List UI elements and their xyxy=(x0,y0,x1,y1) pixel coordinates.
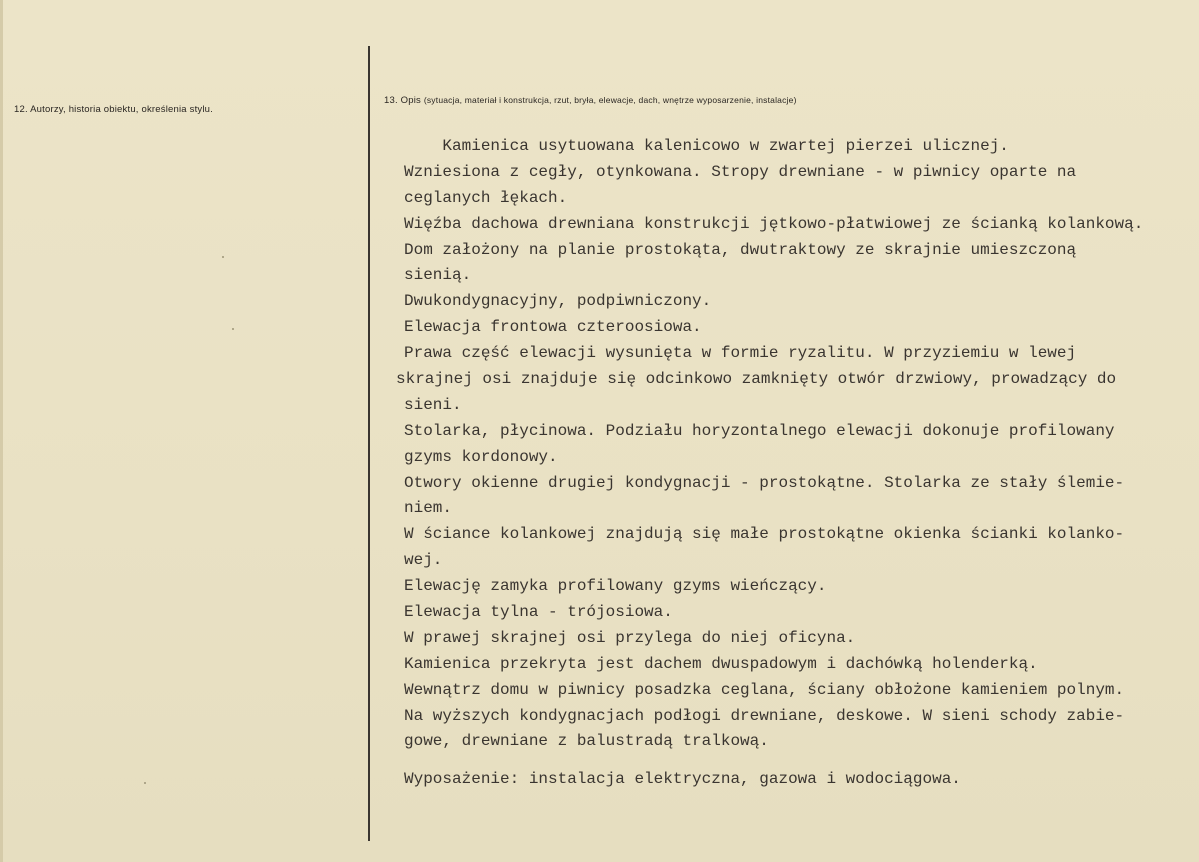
sheet-edge xyxy=(0,0,3,862)
description-line: W ściance kolankowej znajdują się małe prostokątne okienka ścianki kolanko- xyxy=(404,525,1125,544)
description-line: Wzniesiona z cegły, otynkowana. Stropy drewniane - w piwnicy oparte na xyxy=(404,162,1077,181)
description-line: sienią. xyxy=(404,266,472,285)
description-line: gzyms kordonowy. xyxy=(404,447,558,466)
description-body xyxy=(378,134,1188,793)
description-line: Elewacja tylna - trójosiowa. xyxy=(404,603,673,622)
description-line: Dom założony na planie prostokąta, dwutraktowy ze skrajnie umieszczoną xyxy=(404,240,1077,259)
description-line: skrajnej osi znajduje się odcinkowo zamknięty otwór drzwiowy, prowadzący do xyxy=(396,370,1117,389)
section-13-heading xyxy=(384,95,797,106)
description-line: niem. xyxy=(404,499,453,518)
description-line: Kamienica usytuowana kalenicowo w zwartej pierzei ulicznej. xyxy=(404,137,1009,155)
description-line: sieni. xyxy=(404,395,462,414)
section-12-label: 12. Autorzy, historia obiektu, określenia stylu. xyxy=(14,104,213,115)
description-line: Na wyższych kondygnacjach podłogi drewniane, deskowe. W sieni schody zabie- xyxy=(404,706,1125,725)
description-line: Wewnątrz domu w piwnicy posadzka ceglana, ściany obłożone kamieniem polnym. xyxy=(404,680,1125,699)
section-12-heading xyxy=(14,104,213,115)
section-13-label: 13. Opis xyxy=(384,95,421,106)
section-13-sublabel: (sytuacja, materiał i konstrukcja, rzut, bryła, elewacje, dach, wnętrze wyposarzenie, instalacje) xyxy=(423,95,797,105)
paper-speck xyxy=(222,256,224,258)
paper-speck xyxy=(232,328,234,330)
description-line: Elewacja frontowa czteroosiowa. xyxy=(404,318,702,337)
description-line: Dwukondygnacyjny, podpiwniczony. xyxy=(404,292,712,311)
equipment-line: Wyposażenie: instalacja elektryczna, gazowa i wodociągowa. xyxy=(404,770,961,789)
description-line: Stolarka, płycinowa. Podziału horyzontalnego elewacji dokonuje profilowany xyxy=(404,421,1115,440)
description-line: Więźba dachowa drewniana konstrukcji jętkowo-płatwiowej ze ścianką kolankową. xyxy=(404,214,1144,233)
description-line: wej. xyxy=(404,551,443,570)
paragraph-gap xyxy=(378,755,1188,767)
column-divider xyxy=(368,46,370,841)
description-line: Elewację zamyka profilowany gzyms wieńczący. xyxy=(404,577,827,596)
description-line: Otwory okienne drugiej kondygnacji - prostokątne. Stolarka ze stały ślemie- xyxy=(404,473,1125,492)
description-line: ceglanych łękach. xyxy=(404,188,568,207)
description-line: Kamienica przekryta jest dachem dwuspadowym i dachówką holenderką. xyxy=(404,654,1038,673)
description-line: gowe, drewniane z balustradą tralkową. xyxy=(404,732,769,751)
paper-speck xyxy=(144,782,146,784)
description-line: W prawej skrajnej osi przylega do niej oficyna. xyxy=(404,628,856,647)
description-line: Prawa część elewacji wysunięta w formie ryzalitu. W przyziemiu w lewej xyxy=(404,344,1077,363)
